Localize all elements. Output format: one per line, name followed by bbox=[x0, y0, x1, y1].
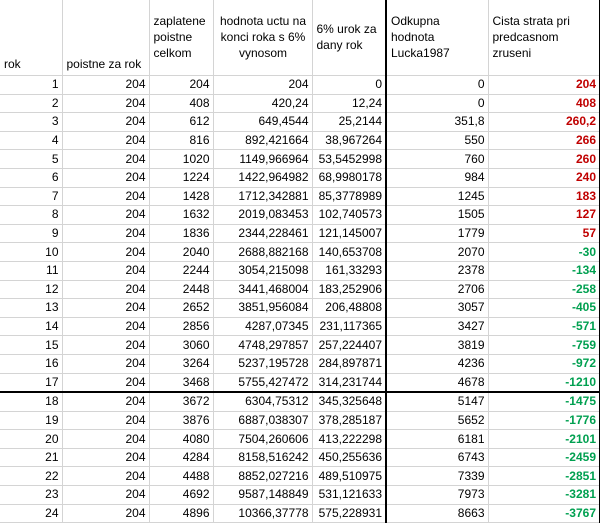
cell-total-paid[interactable]: 816 bbox=[149, 131, 213, 150]
cell-surrender-value[interactable]: 2070 bbox=[386, 243, 488, 262]
cell-total-paid[interactable]: 1428 bbox=[149, 187, 213, 206]
cell-interest[interactable]: 345,325648 bbox=[312, 392, 386, 411]
header-premium-per-year[interactable]: poistne za rok bbox=[62, 0, 149, 76]
cell-interest[interactable]: 53,5452998 bbox=[312, 150, 386, 169]
cell-surrender-value[interactable]: 0 bbox=[386, 94, 488, 113]
cell-premium[interactable]: 204 bbox=[62, 504, 149, 523]
header-account-value[interactable]: hodnota uctu na konci roka s 6% vynosom bbox=[213, 0, 312, 76]
cell-net-loss[interactable]: 240 bbox=[488, 168, 600, 187]
cell-interest[interactable]: 25,2144 bbox=[312, 113, 386, 132]
cell-surrender-value[interactable]: 1505 bbox=[386, 206, 488, 225]
cell-total-paid[interactable]: 2856 bbox=[149, 317, 213, 336]
cell-account-value[interactable]: 8158,516242 bbox=[213, 448, 312, 467]
cell-rok[interactable]: 2 bbox=[0, 94, 62, 113]
cell-rok[interactable]: 16 bbox=[0, 354, 62, 373]
cell-surrender-value[interactable]: 984 bbox=[386, 168, 488, 187]
cell-interest[interactable]: 68,9980178 bbox=[312, 168, 386, 187]
cell-total-paid[interactable]: 3060 bbox=[149, 336, 213, 355]
table-row bbox=[0, 448, 600, 467]
table-row bbox=[0, 336, 600, 355]
table-row bbox=[0, 113, 600, 132]
cell-total-paid[interactable]: 1632 bbox=[149, 206, 213, 225]
cell-rok[interactable]: 3 bbox=[0, 113, 62, 132]
cell-account-value[interactable]: 5237,195728 bbox=[213, 354, 312, 373]
cell-premium[interactable]: 204 bbox=[62, 392, 149, 411]
cell-surrender-value[interactable]: 0 bbox=[386, 76, 488, 95]
cell-rok[interactable]: 24 bbox=[0, 504, 62, 523]
cell-account-value[interactable]: 8852,027216 bbox=[213, 467, 312, 486]
cell-total-paid[interactable]: 3264 bbox=[149, 354, 213, 373]
cell-premium[interactable]: 204 bbox=[62, 317, 149, 336]
cell-net-loss[interactable]: -405 bbox=[488, 299, 600, 318]
cell-account-value[interactable]: 7504,260606 bbox=[213, 430, 312, 449]
cell-net-loss[interactable]: 183 bbox=[488, 187, 600, 206]
cell-premium[interactable]: 204 bbox=[62, 206, 149, 225]
cell-surrender-value[interactable]: 2706 bbox=[386, 280, 488, 299]
table-row bbox=[0, 131, 600, 150]
table-body bbox=[0, 76, 600, 523]
cell-total-paid[interactable]: 1836 bbox=[149, 224, 213, 243]
cell-net-loss[interactable]: -2101 bbox=[488, 430, 600, 449]
table-row bbox=[0, 206, 600, 225]
cell-total-paid[interactable]: 4896 bbox=[149, 504, 213, 523]
cell-net-loss[interactable]: 260,2 bbox=[488, 113, 600, 132]
cell-rok[interactable]: 20 bbox=[0, 430, 62, 449]
cell-account-value[interactable]: 1149,966964 bbox=[213, 150, 312, 169]
table-row bbox=[0, 486, 600, 505]
cell-surrender-value[interactable]: 550 bbox=[386, 131, 488, 150]
cell-premium[interactable]: 204 bbox=[62, 336, 149, 355]
cell-total-paid[interactable]: 4488 bbox=[149, 467, 213, 486]
cell-total-paid[interactable]: 2244 bbox=[149, 261, 213, 280]
cell-total-paid[interactable]: 612 bbox=[149, 113, 213, 132]
cell-account-value[interactable]: 2688,882168 bbox=[213, 243, 312, 262]
table-row bbox=[0, 243, 600, 262]
cell-total-paid[interactable]: 204 bbox=[149, 76, 213, 95]
cell-net-loss[interactable]: -1776 bbox=[488, 411, 600, 430]
cell-rok[interactable]: 14 bbox=[0, 317, 62, 336]
cell-premium[interactable]: 204 bbox=[62, 224, 149, 243]
cell-account-value[interactable]: 3441,468004 bbox=[213, 280, 312, 299]
cell-interest[interactable]: 102,740573 bbox=[312, 206, 386, 225]
cell-net-loss[interactable]: -571 bbox=[488, 317, 600, 336]
cell-surrender-value[interactable]: 351,8 bbox=[386, 113, 488, 132]
header-total-paid[interactable]: zaplatene poistne celkom bbox=[149, 0, 213, 76]
cell-total-paid[interactable]: 2448 bbox=[149, 280, 213, 299]
cell-net-loss[interactable]: 408 bbox=[488, 94, 600, 113]
cell-premium[interactable]: 204 bbox=[62, 411, 149, 430]
cell-total-paid[interactable]: 1224 bbox=[149, 168, 213, 187]
cell-rok[interactable]: 5 bbox=[0, 150, 62, 169]
cell-interest[interactable]: 314,231744 bbox=[312, 373, 386, 392]
table-row bbox=[0, 430, 600, 449]
cell-surrender-value[interactable]: 3427 bbox=[386, 317, 488, 336]
cell-surrender-value[interactable]: 760 bbox=[386, 150, 488, 169]
cell-net-loss[interactable]: 266 bbox=[488, 131, 600, 150]
cell-total-paid[interactable]: 4692 bbox=[149, 486, 213, 505]
cell-surrender-value[interactable]: 2378 bbox=[386, 261, 488, 280]
table-row bbox=[0, 392, 600, 411]
cell-interest[interactable]: 140,653708 bbox=[312, 243, 386, 262]
cell-total-paid[interactable]: 3468 bbox=[149, 373, 213, 392]
cell-rok[interactable]: 15 bbox=[0, 336, 62, 355]
cell-interest[interactable]: 575,228931 bbox=[312, 504, 386, 523]
cell-interest[interactable]: 183,252906 bbox=[312, 280, 386, 299]
header-rok[interactable]: rok bbox=[0, 0, 62, 76]
cell-premium[interactable]: 204 bbox=[62, 187, 149, 206]
cell-surrender-value[interactable]: 1245 bbox=[386, 187, 488, 206]
cell-net-loss[interactable]: -1475 bbox=[488, 392, 600, 411]
cell-surrender-value[interactable]: 6181 bbox=[386, 430, 488, 449]
cell-surrender-value[interactable]: 4236 bbox=[386, 354, 488, 373]
header-net-loss[interactable]: Cista strata pri predcasnom zruseni bbox=[488, 0, 600, 76]
cell-premium[interactable]: 204 bbox=[62, 448, 149, 467]
cell-interest[interactable]: 161,33293 bbox=[312, 261, 386, 280]
cell-net-loss[interactable]: -134 bbox=[488, 261, 600, 280]
cell-surrender-value[interactable]: 3819 bbox=[386, 336, 488, 355]
cell-interest[interactable]: 489,510975 bbox=[312, 467, 386, 486]
cell-surrender-value[interactable]: 7339 bbox=[386, 467, 488, 486]
table-row bbox=[0, 373, 600, 392]
cell-total-paid[interactable]: 3672 bbox=[149, 392, 213, 411]
header-row bbox=[0, 0, 600, 76]
cell-account-value[interactable]: 204 bbox=[213, 76, 312, 95]
cell-rok[interactable]: 19 bbox=[0, 411, 62, 430]
cell-interest[interactable]: 413,222298 bbox=[312, 430, 386, 449]
table-row bbox=[0, 467, 600, 486]
cell-total-paid[interactable]: 2652 bbox=[149, 299, 213, 318]
cell-net-loss[interactable]: 260 bbox=[488, 150, 600, 169]
cell-account-value[interactable]: 649,4544 bbox=[213, 113, 312, 132]
cell-account-value[interactable]: 9587,148849 bbox=[213, 486, 312, 505]
cell-surrender-value[interactable]: 6743 bbox=[386, 448, 488, 467]
cell-premium[interactable]: 204 bbox=[62, 168, 149, 187]
cell-account-value[interactable]: 4748,297857 bbox=[213, 336, 312, 355]
cell-rok[interactable]: 23 bbox=[0, 486, 62, 505]
cell-rok[interactable]: 1 bbox=[0, 76, 62, 95]
cell-net-loss[interactable]: 57 bbox=[488, 224, 600, 243]
cell-rok[interactable]: 7 bbox=[0, 187, 62, 206]
cell-interest[interactable]: 284,897871 bbox=[312, 354, 386, 373]
cell-premium[interactable]: 204 bbox=[62, 113, 149, 132]
cell-surrender-value[interactable]: 5147 bbox=[386, 392, 488, 411]
header-interest[interactable]: 6% urok za dany rok bbox=[312, 0, 386, 76]
cell-premium[interactable]: 204 bbox=[62, 486, 149, 505]
cell-premium[interactable]: 204 bbox=[62, 354, 149, 373]
cell-rok[interactable]: 13 bbox=[0, 299, 62, 318]
table-row bbox=[0, 317, 600, 336]
cell-surrender-value[interactable]: 4678 bbox=[386, 373, 488, 392]
table-row bbox=[0, 261, 600, 280]
table-row bbox=[0, 150, 600, 169]
table-row bbox=[0, 411, 600, 430]
cell-net-loss[interactable]: -759 bbox=[488, 336, 600, 355]
header-surrender-value[interactable]: Odkupna hodnota Lucka1987 bbox=[386, 0, 488, 76]
cell-interest[interactable]: 206,48808 bbox=[312, 299, 386, 318]
cell-premium[interactable]: 204 bbox=[62, 76, 149, 95]
cell-rok[interactable]: 21 bbox=[0, 448, 62, 467]
cell-premium[interactable]: 204 bbox=[62, 373, 149, 392]
cell-interest[interactable]: 378,285187 bbox=[312, 411, 386, 430]
cell-rok[interactable]: 22 bbox=[0, 467, 62, 486]
cell-account-value[interactable]: 5755,427472 bbox=[213, 373, 312, 392]
cell-net-loss[interactable]: -2459 bbox=[488, 448, 600, 467]
cell-premium[interactable]: 204 bbox=[62, 261, 149, 280]
cell-net-loss[interactable]: 204 bbox=[488, 76, 600, 95]
cell-rok[interactable]: 4 bbox=[0, 131, 62, 150]
cell-premium[interactable]: 204 bbox=[62, 467, 149, 486]
table-row bbox=[0, 76, 600, 95]
table-row bbox=[0, 299, 600, 318]
cell-rok[interactable]: 8 bbox=[0, 206, 62, 225]
cell-interest[interactable]: 0 bbox=[312, 76, 386, 95]
cell-premium[interactable]: 204 bbox=[62, 430, 149, 449]
cell-net-loss[interactable]: -3767 bbox=[488, 504, 600, 523]
cell-interest[interactable]: 85,3778989 bbox=[312, 187, 386, 206]
cell-account-value[interactable]: 2019,083453 bbox=[213, 206, 312, 225]
cell-premium[interactable]: 204 bbox=[62, 299, 149, 318]
cell-interest[interactable]: 12,24 bbox=[312, 94, 386, 113]
cell-account-value[interactable]: 2344,228461 bbox=[213, 224, 312, 243]
cell-premium[interactable]: 204 bbox=[62, 150, 149, 169]
cell-net-loss[interactable]: -2851 bbox=[488, 467, 600, 486]
cell-rok[interactable]: 12 bbox=[0, 280, 62, 299]
cell-total-paid[interactable]: 408 bbox=[149, 94, 213, 113]
cell-account-value[interactable]: 1712,342881 bbox=[213, 187, 312, 206]
cell-interest[interactable]: 121,145007 bbox=[312, 224, 386, 243]
cell-interest[interactable]: 450,255636 bbox=[312, 448, 386, 467]
cell-premium[interactable]: 204 bbox=[62, 94, 149, 113]
table-row bbox=[0, 94, 600, 113]
cell-premium[interactable]: 204 bbox=[62, 280, 149, 299]
table-row bbox=[0, 280, 600, 299]
cell-total-paid[interactable]: 4080 bbox=[149, 430, 213, 449]
cell-account-value[interactable]: 3851,956084 bbox=[213, 299, 312, 318]
cell-account-value[interactable]: 6887,038307 bbox=[213, 411, 312, 430]
cell-rok[interactable]: 9 bbox=[0, 224, 62, 243]
cell-interest[interactable]: 531,121633 bbox=[312, 486, 386, 505]
cell-account-value[interactable]: 10366,37778 bbox=[213, 504, 312, 523]
cell-account-value[interactable]: 4287,07345 bbox=[213, 317, 312, 336]
cell-surrender-value[interactable]: 3057 bbox=[386, 299, 488, 318]
table-row bbox=[0, 224, 600, 243]
cell-net-loss[interactable]: -3281 bbox=[488, 486, 600, 505]
cell-account-value[interactable]: 3054,215098 bbox=[213, 261, 312, 280]
cell-rok[interactable]: 18 bbox=[0, 392, 62, 411]
cell-total-paid[interactable]: 2040 bbox=[149, 243, 213, 262]
cell-total-paid[interactable]: 4284 bbox=[149, 448, 213, 467]
cell-net-loss[interactable]: 127 bbox=[488, 206, 600, 225]
cell-premium[interactable]: 204 bbox=[62, 131, 149, 150]
cell-interest[interactable]: 231,117365 bbox=[312, 317, 386, 336]
cell-premium[interactable]: 204 bbox=[62, 243, 149, 262]
cell-account-value[interactable]: 6304,75312 bbox=[213, 392, 312, 411]
cell-rok[interactable]: 17 bbox=[0, 373, 62, 392]
cell-net-loss[interactable]: -258 bbox=[488, 280, 600, 299]
cell-net-loss[interactable]: -972 bbox=[488, 354, 600, 373]
cell-net-loss[interactable]: -30 bbox=[488, 243, 600, 262]
table-row bbox=[0, 187, 600, 206]
cell-account-value[interactable]: 420,24 bbox=[213, 94, 312, 113]
cell-surrender-value[interactable]: 1779 bbox=[386, 224, 488, 243]
cell-rok[interactable]: 6 bbox=[0, 168, 62, 187]
cell-account-value[interactable]: 892,421664 bbox=[213, 131, 312, 150]
cell-surrender-value[interactable]: 8663 bbox=[386, 504, 488, 523]
cell-total-paid[interactable]: 3876 bbox=[149, 411, 213, 430]
cell-net-loss[interactable]: -1210 bbox=[488, 373, 600, 392]
cell-rok[interactable]: 11 bbox=[0, 261, 62, 280]
table-row bbox=[0, 354, 600, 373]
cell-account-value[interactable]: 1422,964982 bbox=[213, 168, 312, 187]
cell-total-paid[interactable]: 1020 bbox=[149, 150, 213, 169]
cell-surrender-value[interactable]: 7973 bbox=[386, 486, 488, 505]
cell-interest[interactable]: 257,224407 bbox=[312, 336, 386, 355]
cell-interest[interactable]: 38,967264 bbox=[312, 131, 386, 150]
cell-surrender-value[interactable]: 5652 bbox=[386, 411, 488, 430]
cell-rok[interactable]: 10 bbox=[0, 243, 62, 262]
table-row bbox=[0, 168, 600, 187]
